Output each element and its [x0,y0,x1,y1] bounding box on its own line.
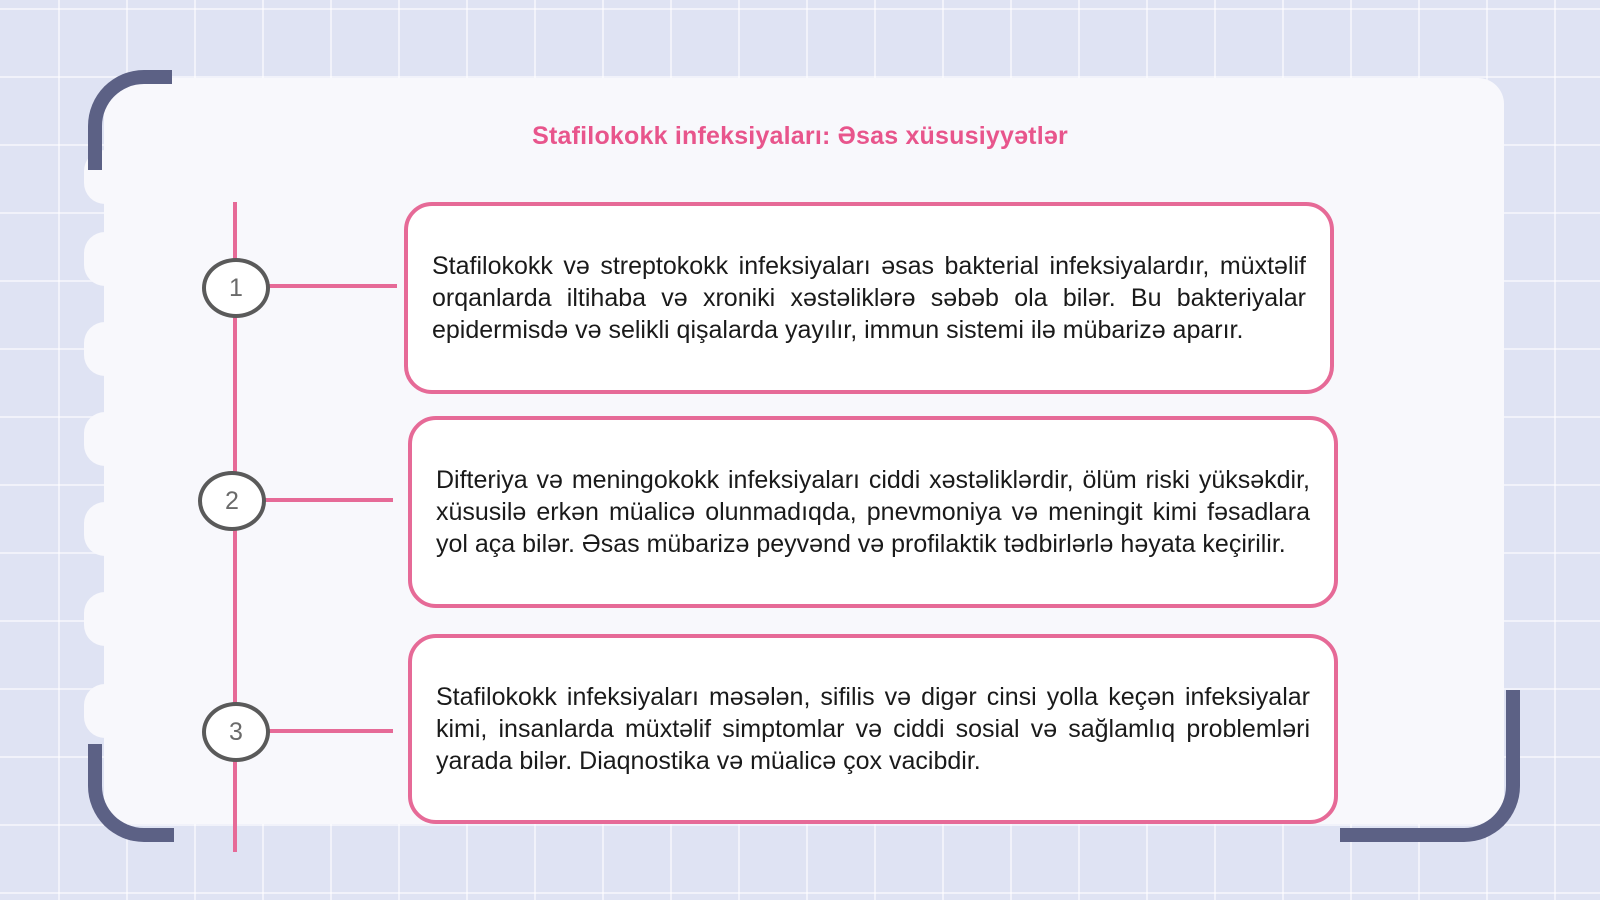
corner-bracket-bottom-left [88,744,174,842]
notebook-tab [84,322,126,376]
notebook-tab [84,684,126,738]
step-card-3 [408,634,1338,824]
timeline-connector-1 [262,284,397,288]
step-number-3: 3 [202,702,270,762]
notebook-tab [84,232,126,286]
timeline-connector-2 [260,498,393,502]
notebook-tab [84,502,126,556]
step-number-1: 1 [202,258,270,318]
step-card-1 [404,202,1334,394]
timeline-connector-3 [262,729,393,733]
notebook-tab [84,592,126,646]
corner-bracket-top-left [88,70,172,170]
slide-title: Stafilokokk infeksiyaları: Əsas xüsusiyyətlər [532,122,1068,150]
step-text-2: Difteriya və meningokokk infeksiyaları ciddi xəstəliklərdir, ölüm riski yüksəkdir, xüsusilə erkən müalicə olunmadıqda, pnevmoniya və meningit kimi fəsadlara yol aça bilər. Əsas mübarizə peyvənd və profilaktik tədbirlərlə həyata keçirilir. [436,466,1310,558]
step-card-2 [408,416,1338,608]
step-number-2: 2 [198,471,266,531]
step-text-3: Stafilokokk infeksiyaları məsələn, sifilis və digər cinsi yolla keçən infeksiyalar kimi, insanlarda müxtəlif simptomlar və ciddi sosial və sağlamlıq problemləri yarada bilər. Diaqnostika və müalicə çox vacibdir. [436,683,1310,775]
step-text-1: Stafilokokk və streptokokk infeksiyaları əsas bakterial infeksiyalardır, müxtəlif orqanlarda iltihaba və xroniki xəstəliklərə səbəb ola bilər. Bu bakteriyalar epidermisdə və selikli qişalarda yayılır, immun sistemi ilə mübarizə aparır. [432,252,1306,344]
corner-bracket-bottom-right [1340,690,1520,842]
notebook-tab [84,412,126,466]
